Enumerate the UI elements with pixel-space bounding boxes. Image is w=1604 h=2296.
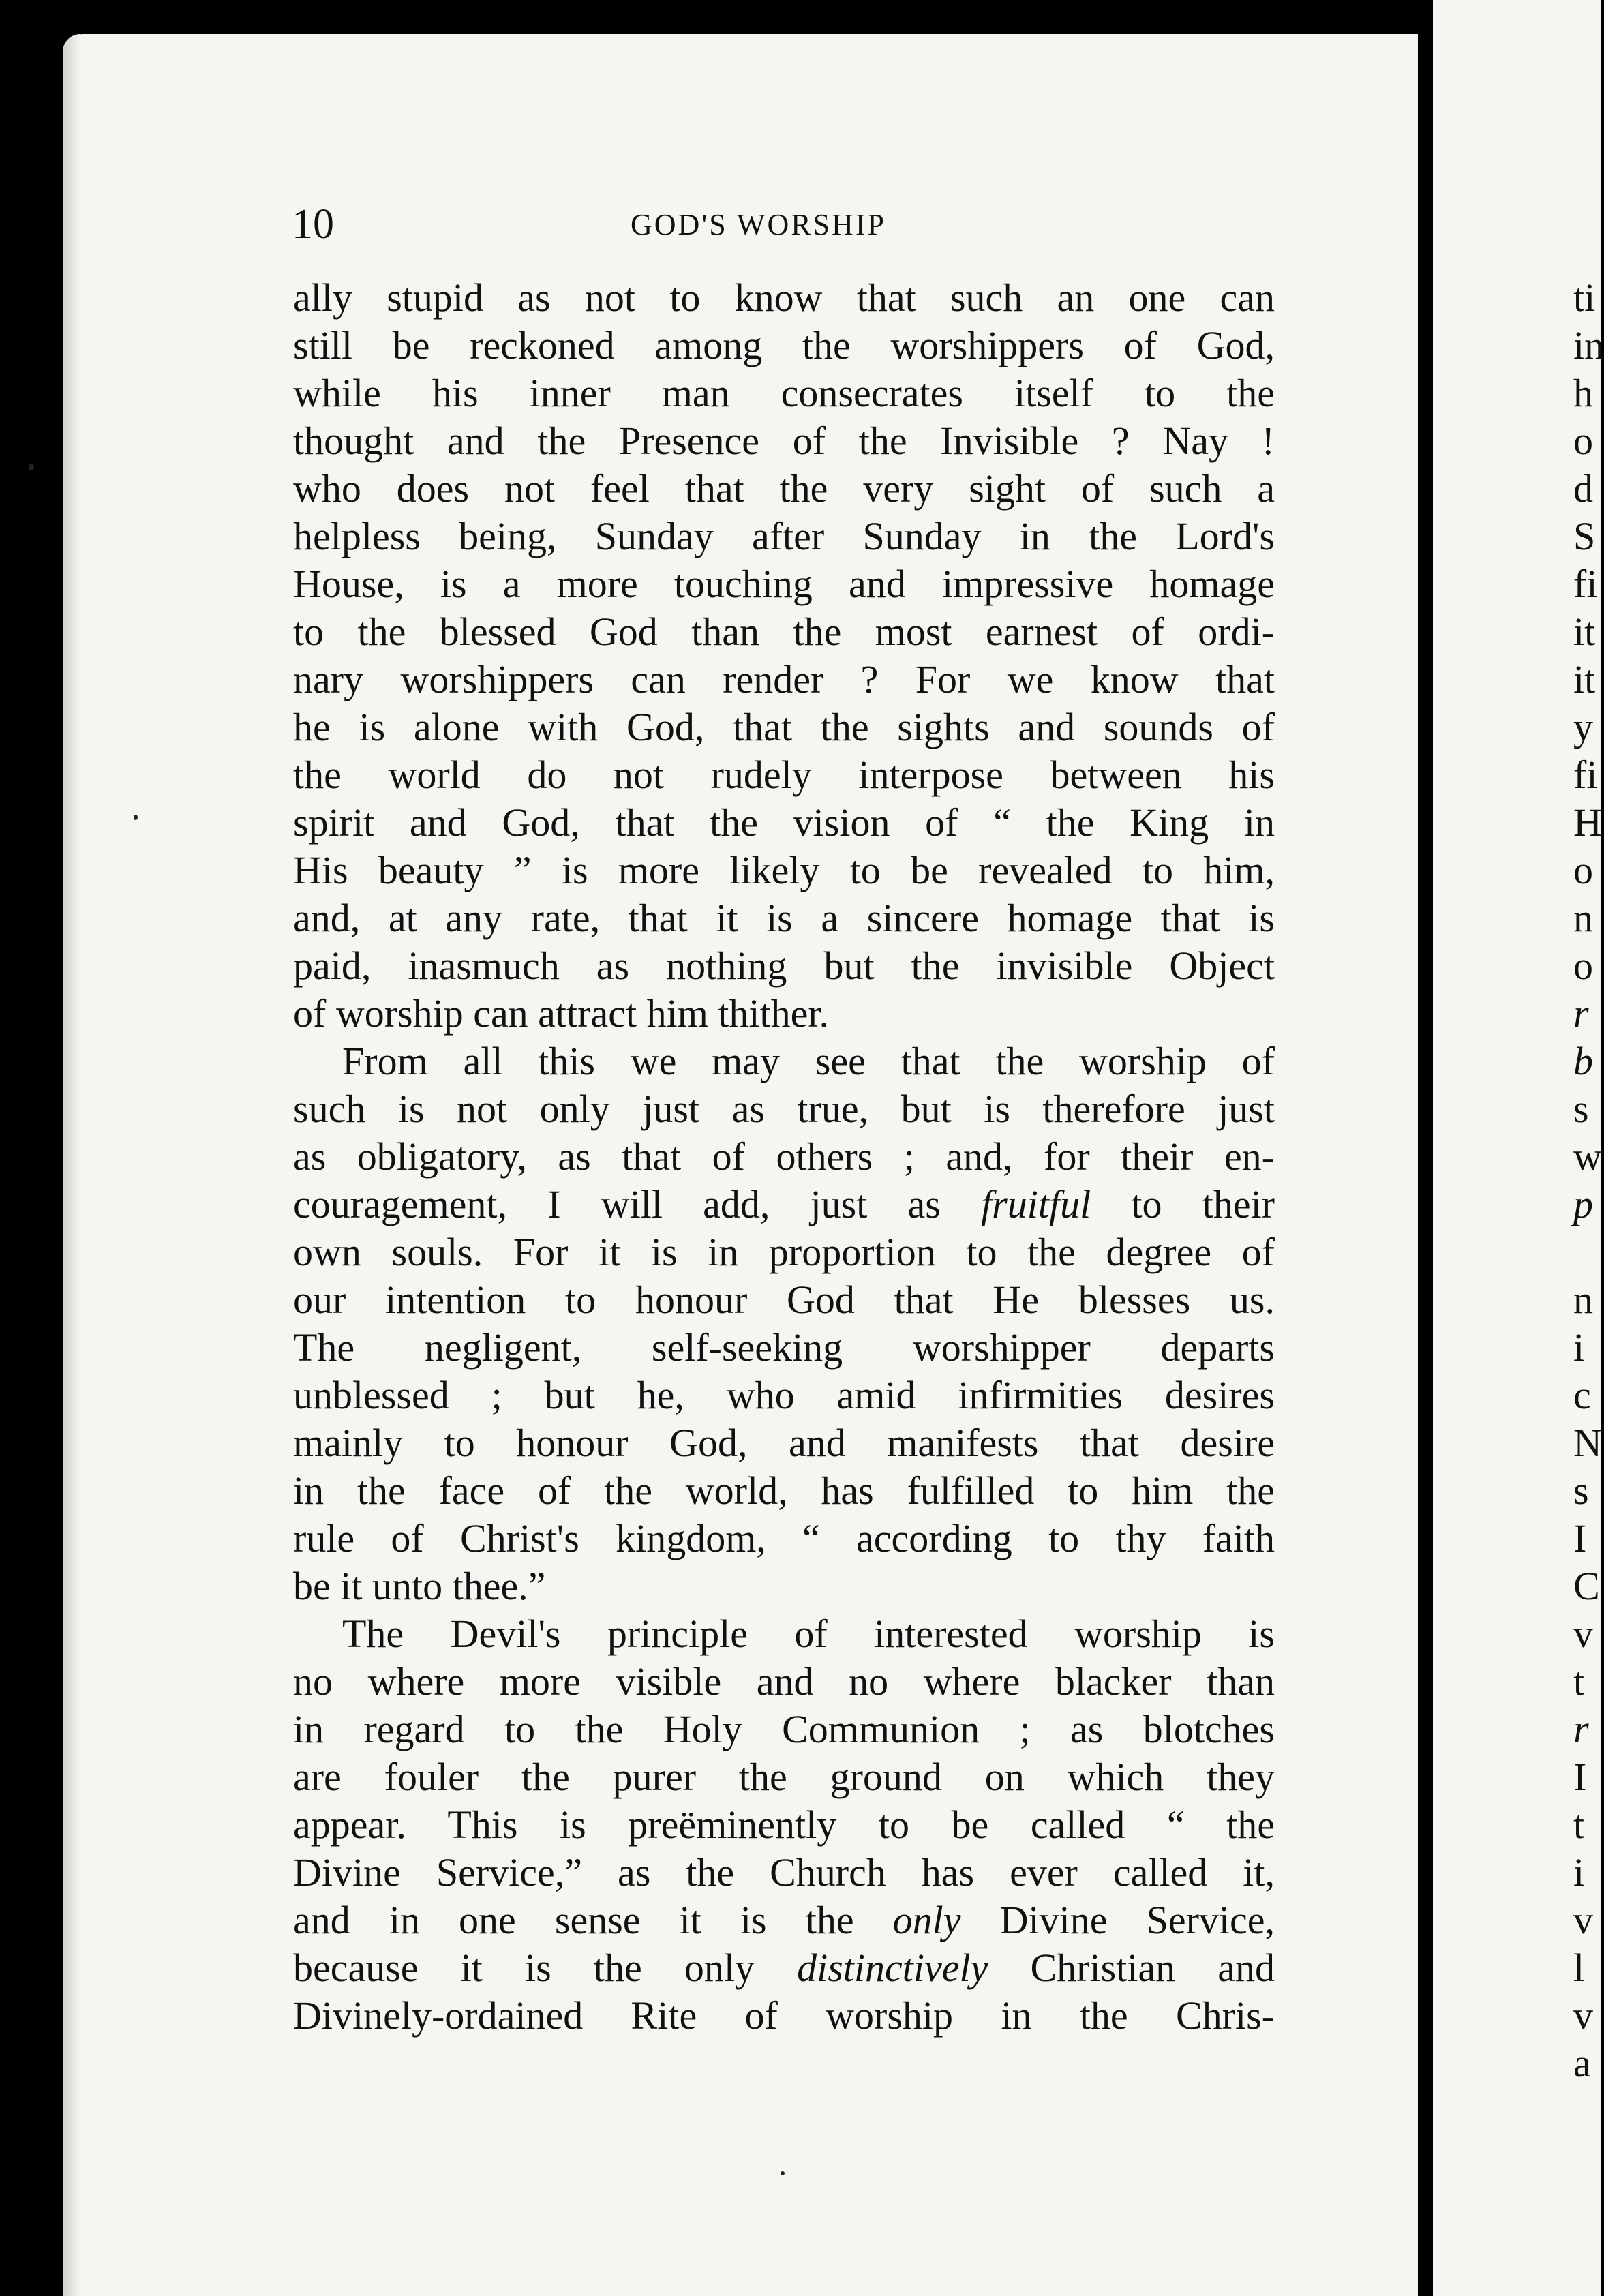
text-line: spirit and God, that the vision of “ the King in (293, 800, 1275, 845)
text-line: From all this we may see that the worship of (342, 1039, 1275, 1083)
text-line: paid, inasmuch as nothing but the invisible Object (293, 943, 1275, 988)
text-span: because it is the only (293, 1946, 798, 1990)
facing-line: c (1573, 1373, 1591, 1417)
page-number: 10 (292, 201, 334, 247)
text-span: Divine Service, (960, 1898, 1275, 1942)
facing-line: it (1573, 657, 1596, 701)
text-line: mainly to honour God, and manifests that desire (293, 1421, 1275, 1465)
text-line: Divine Service,” as the Church has ever called it, (293, 1850, 1275, 1894)
text-line: nary worshippers can render ? For we know that (293, 657, 1275, 701)
paper-speck (29, 464, 34, 470)
facing-line: H (1573, 800, 1602, 845)
text-line: House, is a more touching and impressive homage (293, 562, 1275, 606)
text-line: own souls. For it is in proportion to the degree of (293, 1230, 1275, 1274)
facing-line: I (1573, 1516, 1587, 1560)
text-line: such is not only just as true, but is therefore just (293, 1087, 1275, 1131)
text-line: still be reckoned among the worshippers of God, (293, 323, 1275, 367)
text-span: couragement, I will add, just as (293, 1182, 982, 1226)
facing-line: l (1573, 1946, 1585, 1990)
text-line: to the blessed God than the most earnest of ordi- (293, 609, 1275, 654)
running-title: GOD'S WORSHIP (631, 208, 886, 241)
facing-line: n (1573, 1278, 1593, 1322)
facing-line: r (1573, 1707, 1589, 1751)
facing-line: it (1573, 609, 1596, 654)
facing-line: ti (1573, 275, 1596, 320)
text-line: rule of Christ's kingdom, “ according to thy faith (293, 1516, 1275, 1560)
text-line: appear. This is preëminently to be called “ the (293, 1802, 1275, 1847)
text-line: he is alone with God, that the sights and sounds of (293, 705, 1275, 749)
text-line: who does not feel that the very sight of such a (293, 466, 1275, 511)
facing-line: t (1573, 1659, 1585, 1704)
text-span: to their (1091, 1182, 1275, 1226)
text-line (293, 1944, 1275, 1992)
italic-text: distinctively (797, 1946, 988, 1990)
facing-line: n (1573, 896, 1593, 940)
facing-line: y (1573, 705, 1593, 749)
facing-line: w (1573, 1134, 1602, 1179)
text-line: ally stupid as not to know that such an one can (293, 275, 1275, 320)
text-line: thought and the Presence of the Invisible ? Nay ! (293, 419, 1275, 463)
facing-line (1573, 1228, 1601, 1276)
facing-line: o (1573, 943, 1593, 988)
facing-line: o (1573, 848, 1593, 892)
text-line: Divinely-ordained Rite of worship in the Chris- (293, 1993, 1275, 2038)
facing-line: v (1573, 1993, 1593, 2038)
paper-speck (781, 2171, 785, 2175)
book-gutter (1418, 0, 1433, 2296)
facing-line: in (1573, 323, 1604, 367)
facing-line: r (1573, 991, 1589, 1036)
facing-line: fi (1573, 562, 1598, 606)
paper-speck (134, 815, 138, 820)
facing-line: v (1573, 1898, 1593, 1942)
facing-line: v (1573, 1612, 1593, 1656)
text-line: our intention to honour God that He blesses us. (293, 1278, 1275, 1322)
facing-line: t (1573, 1802, 1585, 1847)
text-line: helpless being, Sunday after Sunday in the Lord's (293, 514, 1275, 558)
facing-line: b (1573, 1039, 1593, 1083)
facing-line: d (1573, 466, 1593, 511)
text-line: in regard to the Holy Communion ; as blotches (293, 1707, 1275, 1751)
facing-line: i (1573, 1325, 1585, 1370)
text-line: be it unto thee.” (293, 1564, 546, 1608)
facing-line: S (1573, 514, 1596, 558)
text-line: in the face of the world, has fulfilled to him the (293, 1468, 1275, 1513)
body-text (293, 274, 1275, 2040)
text-line: of worship can attract him thither. (293, 991, 830, 1036)
text-line: no where more visible and no where blacker than (293, 1659, 1275, 1704)
text-line: His beauty ” is more likely to be revealed to him, (293, 848, 1275, 892)
text-line: while his inner man consecrates itself to the (293, 371, 1275, 415)
italic-text: fruitful (981, 1182, 1091, 1226)
text-span: and in one sense it is the (293, 1898, 893, 1942)
facing-line: o (1573, 419, 1593, 463)
facing-line: fi (1573, 753, 1598, 797)
facing-line: p (1573, 1182, 1593, 1226)
text-line: are fouler the purer the ground on which they (293, 1755, 1275, 1799)
text-line: unblessed ; but he, who amid infirmities desires (293, 1373, 1275, 1417)
text-span: Christian and (988, 1946, 1275, 1990)
facing-line: I (1573, 1755, 1587, 1799)
facing-line: s (1573, 1468, 1589, 1513)
text-line: the world do not rudely interpose between his (293, 753, 1275, 797)
text-line: and, at any rate, that it is a sincere homage that is (293, 896, 1275, 940)
facing-line: s (1573, 1087, 1589, 1131)
facing-line: a (1573, 2041, 1591, 2085)
facing-line: h (1573, 371, 1593, 415)
text-line (293, 1181, 1275, 1228)
text-line: The negligent, self-seeking worshipper departs (293, 1325, 1275, 1370)
text-line: The Devil's principle of interested worship is (342, 1612, 1275, 1656)
page-edge-shadow (63, 34, 80, 2296)
facing-line: i (1573, 1850, 1585, 1894)
facing-line: C (1573, 1564, 1600, 1608)
facing-page-text (1573, 274, 1604, 2087)
text-line (293, 1897, 1275, 1944)
text-line: as obligatory, as that of others ; and, for their en- (293, 1134, 1275, 1179)
italic-text: only (892, 1898, 961, 1942)
facing-line: N (1573, 1421, 1602, 1465)
